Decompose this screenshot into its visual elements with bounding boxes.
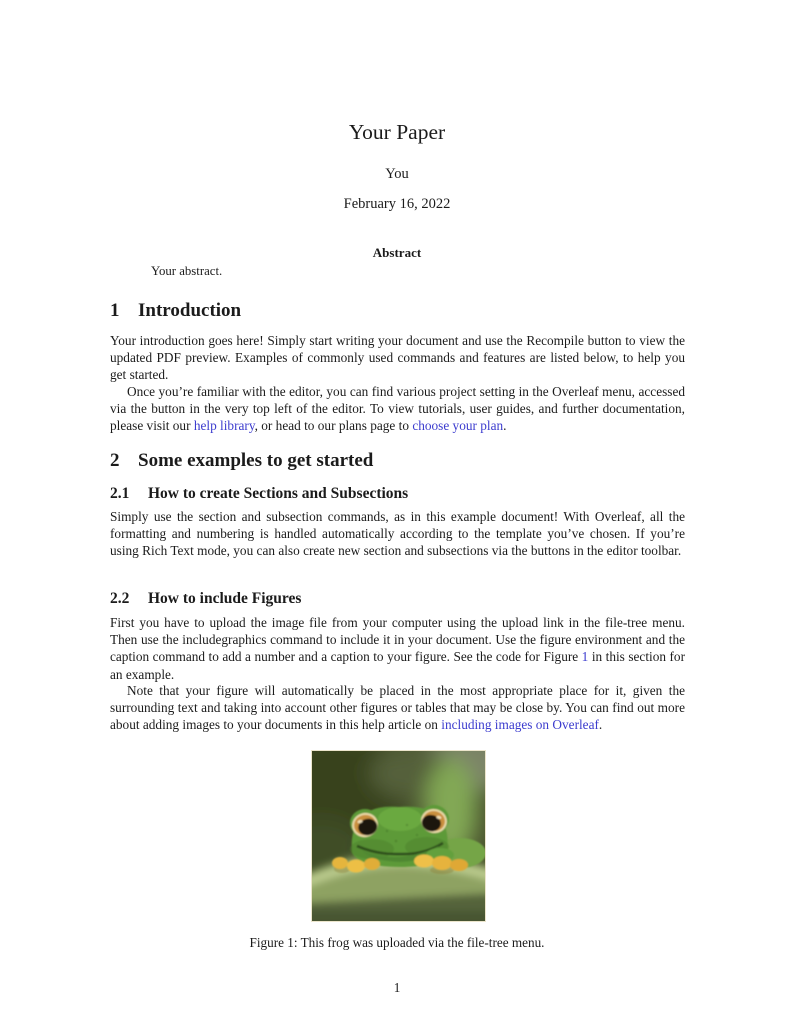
section-2-title: Some examples to get started: [138, 450, 374, 471]
section-2-heading: [110, 451, 685, 472]
text-run: Simply use the section and subsection commands, as in this example document! With Overleaf, all the formatting and numbering is handled automatically according to the template you’ve chosen. If you’re using Rich Text mode, you can also create new section and subsections via the buttons in the editor toolbar.: [110, 509, 685, 559]
paper-title: Your Paper: [348, 120, 446, 144]
text-run: Note that your figure will automatically be placed in the most appropriate place for it, given the surrounding text and taking into account other figures or tables that may be close by. You can find out more about adding images to your documents in this help article on: [110, 683, 685, 733]
subsection-2-1-number: 2.1: [110, 485, 130, 502]
section-2-number: 2: [110, 450, 120, 471]
text-run: , or head to our plans page to: [254, 418, 413, 434]
figures-paragraph-1: [110, 614, 685, 683]
section-1-heading: [110, 301, 685, 322]
subsection-2-1-paragraph: [110, 508, 685, 560]
text-run: in this section for an example.: [110, 649, 685, 682]
subsection-2-1-title: How to create Sections and Subsections: [148, 485, 409, 502]
subsection-2-2-title: How to include Figures: [148, 590, 302, 607]
subsection-2-2-heading: [110, 590, 685, 607]
subsection-2-1-heading: [110, 485, 685, 502]
including-images-link[interactable]: including images on Overleaf: [441, 717, 599, 733]
figure-1-caption: [0, 935, 794, 951]
section-1-title: Introduction: [138, 300, 242, 321]
page-number: 1: [393, 980, 401, 995]
intro-paragraph-2: [110, 383, 685, 435]
paper-author: You: [385, 166, 409, 182]
figure-1-ref-link[interactable]: 1: [581, 649, 589, 665]
text-run: First you have to upload the image file from your computer using the upload link in the file-tree menu. Then use the includegraphics command to include it in your document. Use the figure environment and the caption command to add a number and a caption to your figure. See the code for Figure: [110, 615, 685, 665]
text-run: Once you’re familiar with the editor, you can find various project setting in the Overleaf menu, accessed via the button in the very top left of the editor. To view tutorials, user guides, and further documentation, please visit our: [110, 384, 685, 434]
abstract-heading: Abstract: [372, 245, 422, 260]
text-run: .: [598, 717, 603, 733]
text-run: Your introduction goes here! Simply start writing your document and use the Recompile button to view the updated PDF preview. Examples of commonly used commands and features are listed below, to help you get started.: [110, 333, 685, 383]
subsection-2-2-number: 2.2: [110, 590, 130, 607]
help-library-link[interactable]: help library: [193, 418, 255, 434]
text-run: .: [503, 418, 507, 434]
abstract-body: Your abstract.: [151, 264, 223, 278]
figures-paragraph-2: [110, 682, 685, 734]
intro-paragraph-1: [110, 332, 685, 384]
caption-text: Figure 1: This frog was uploaded via the file-tree menu.: [249, 935, 545, 950]
choose-your-plan-link[interactable]: choose your plan: [412, 418, 504, 434]
figure-1-image: [311, 750, 486, 922]
paper-date: February 16, 2022: [343, 196, 451, 212]
section-1-number: 1: [110, 300, 120, 321]
frog-photo-illustration: [312, 751, 485, 921]
